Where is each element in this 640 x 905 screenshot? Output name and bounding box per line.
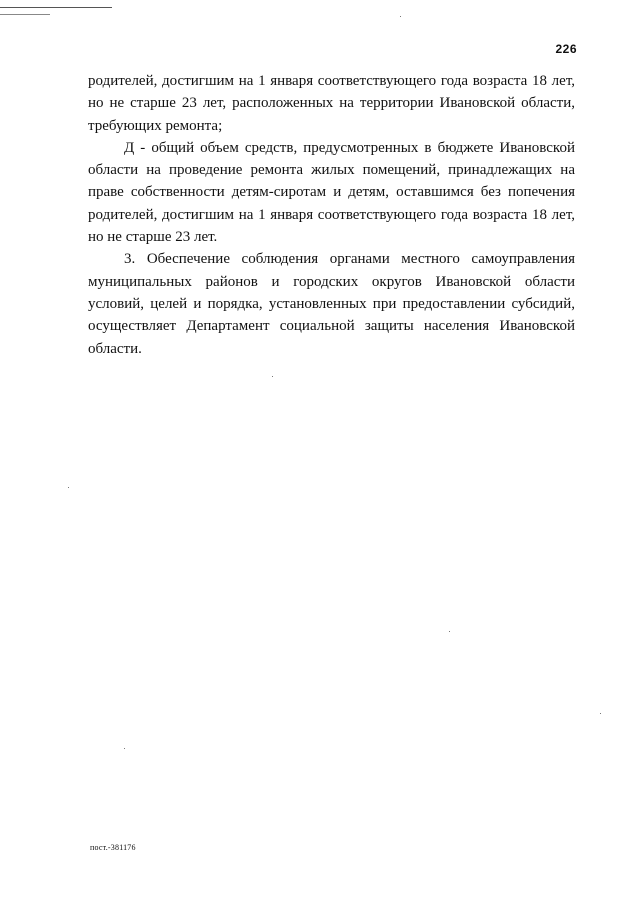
scan-artifact-line <box>0 14 50 15</box>
scan-speck <box>124 748 125 749</box>
scan-artifact-line <box>0 7 112 8</box>
paragraph-definition-d: Д - общий объем средств, предусмотренных в бюджете Ивановской области на проведение ремонта жилых помещений, принадлежащих на праве собственности детям-сиротам и детям, оставшимся без попечения родителей, достигшим на 1 января соответствующего года возраста 18 лет, но не старше 23 лет. <box>88 139 575 246</box>
scan-speck <box>400 16 401 17</box>
page-number: 226 <box>555 42 577 56</box>
scan-speck <box>68 487 69 488</box>
scan-speck <box>449 631 450 632</box>
document-code: пост.-381176 <box>90 843 136 852</box>
document-body <box>88 70 575 360</box>
scan-speck <box>600 713 601 714</box>
paragraph-section-3: 3. Обеспечение соблюдения органами местного самоуправления муниципальных районов и городских округов Ивановской области условий, целей и порядка, установленных при предоставлении субсидий, осуществляет Департамент социальной защиты населения Ивановской области. <box>88 251 575 357</box>
scan-speck <box>272 376 273 377</box>
paragraph-continuation: родителей, достигшим на 1 января соответствующего года возраста 18 лет, но не старше 23 лет, расположенных на территории Ивановской области, требующих ремонта; <box>88 73 575 134</box>
